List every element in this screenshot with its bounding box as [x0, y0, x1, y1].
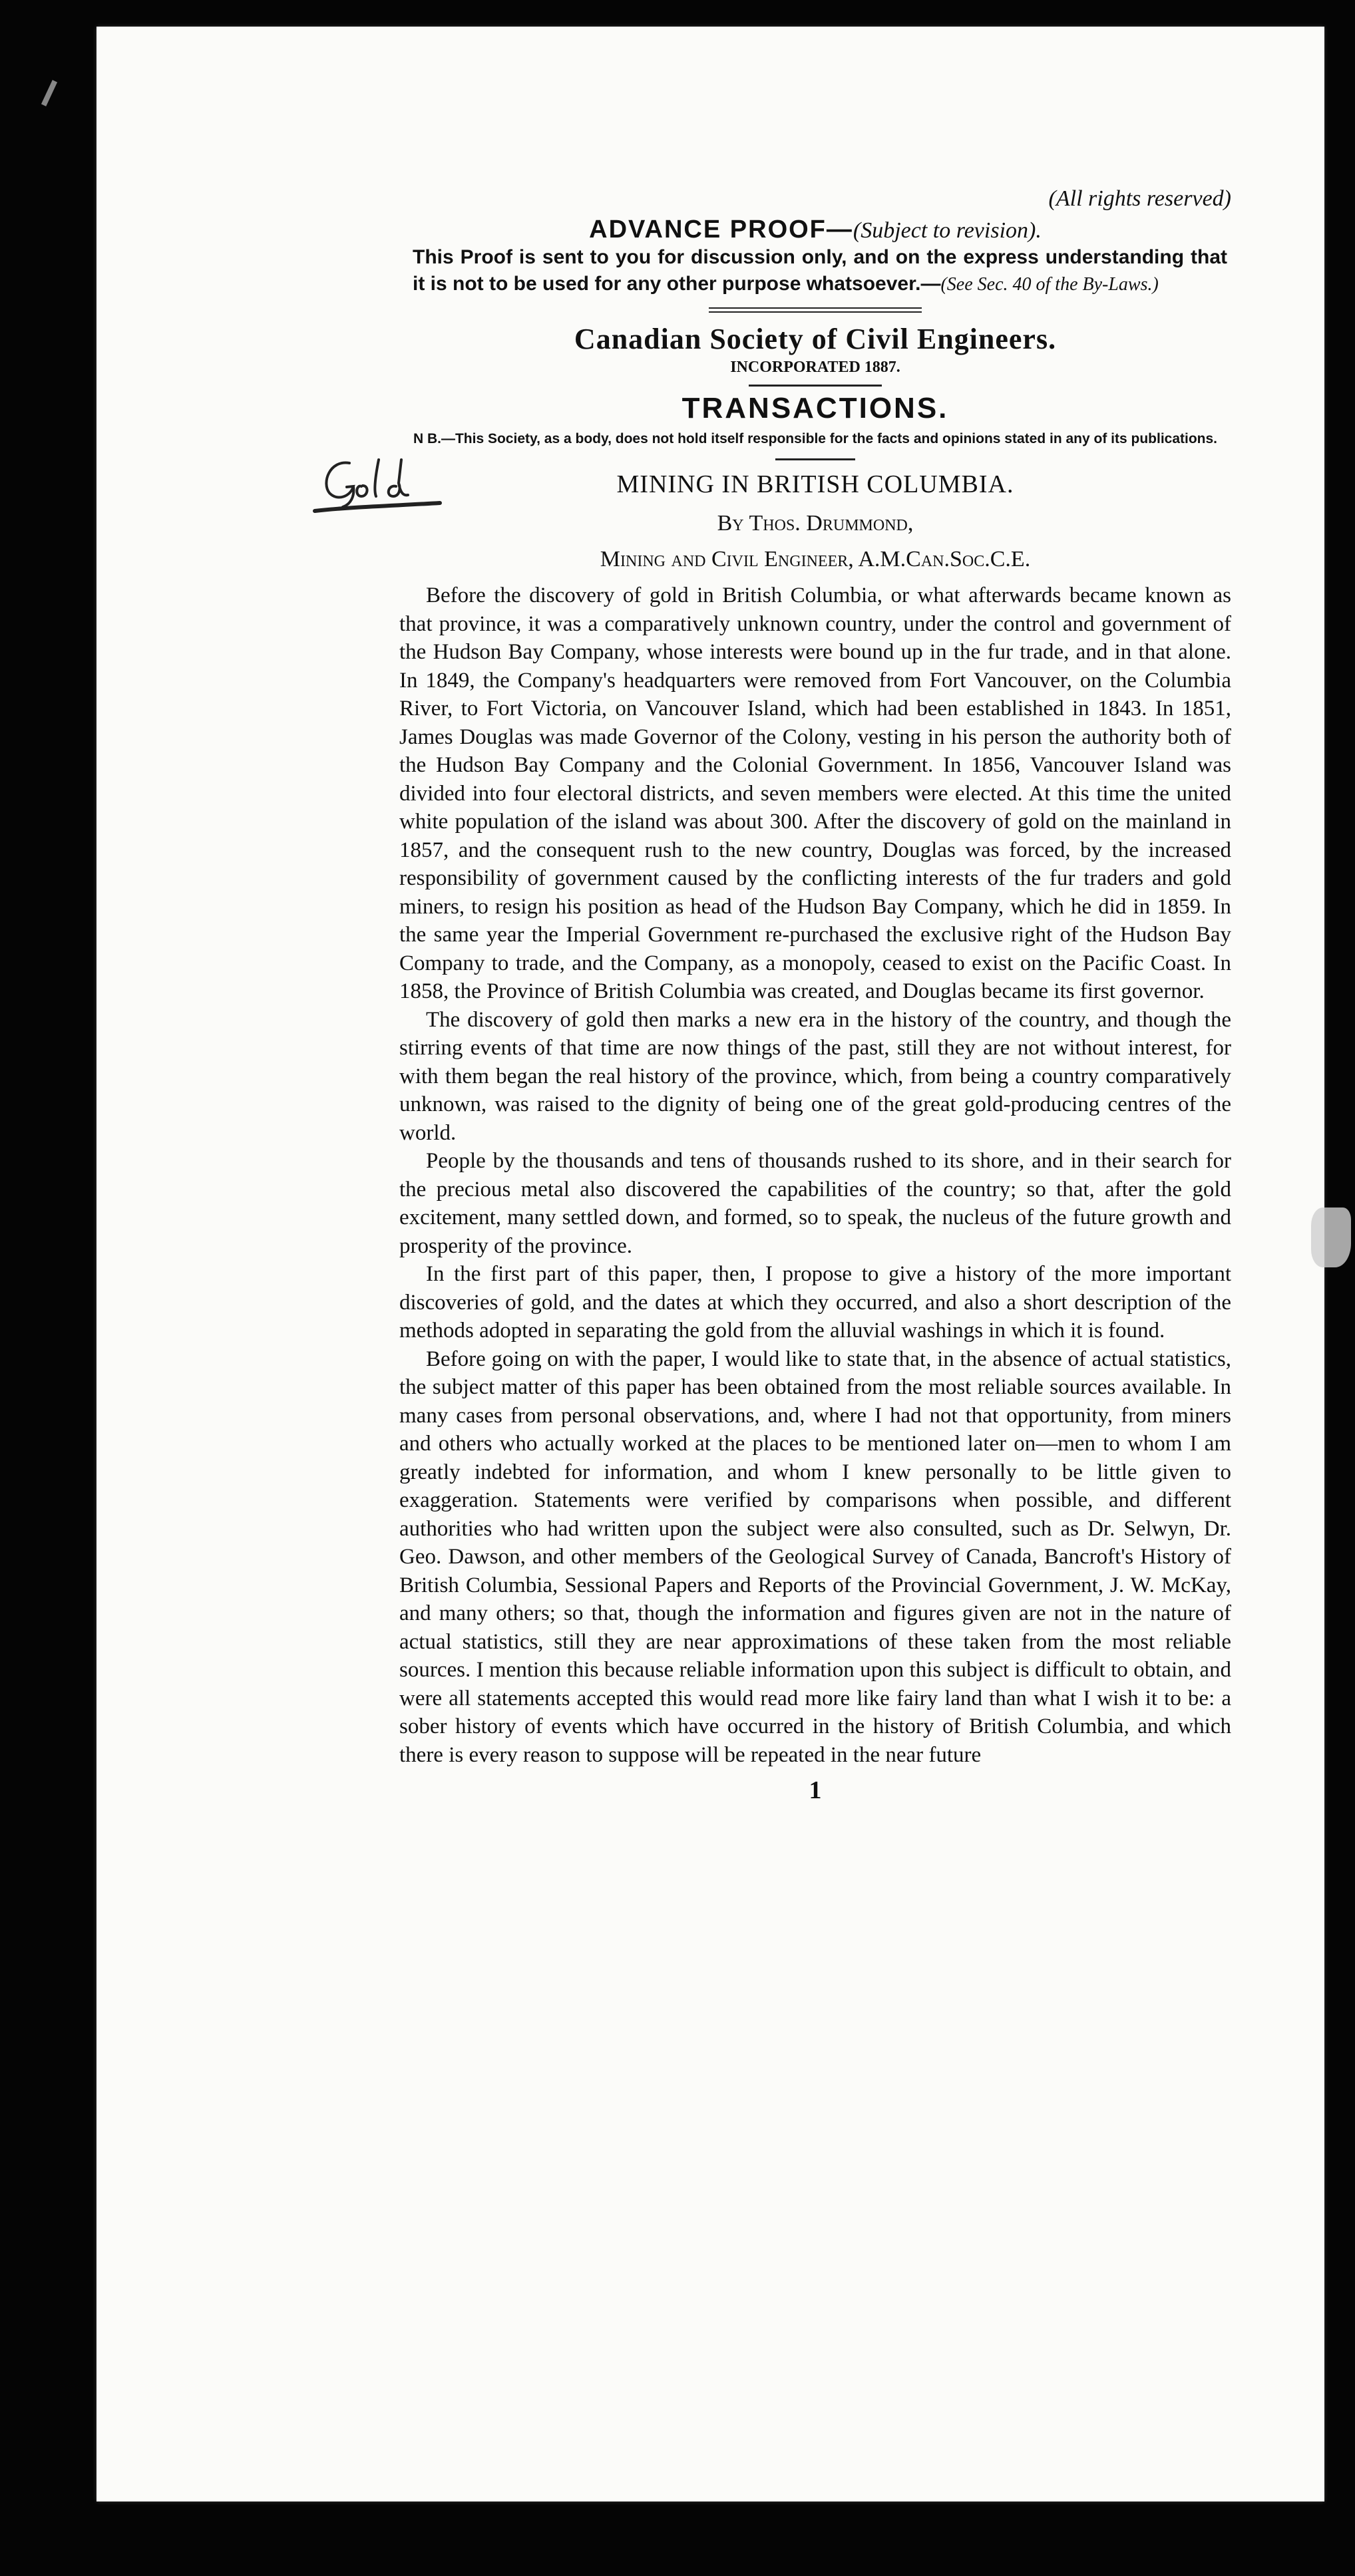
article-body: [399, 581, 1231, 1769]
author-credentials: Mining and Civil Engineer, A.M.Can.Soc.C.E.: [600, 547, 1031, 571]
page-content: [399, 186, 1231, 1805]
society-name: Canadian Society of Civil Engineers.: [574, 323, 1057, 355]
body-paragraph: In the first part of this paper, then, I propose to give a history of the more important discoveries of gold, and the dates at which they occurred, and also a short description of the methods adopted in separating the gold from the alluvial washings in which it is found.: [399, 1262, 1231, 1343]
proof-notice-text: This Proof is sent to you for discussion only, and on the express understanding that it is not to be used for any other purpose whatsoever.—: [413, 246, 1227, 295]
advance-proof-subtitle: (Subject to revision).: [853, 218, 1042, 243]
scan-edge-mark: [41, 80, 57, 106]
bylaw-reference: (See Sec. 40 of the By-Laws.): [940, 274, 1159, 295]
divider-rule: [749, 385, 882, 387]
body-paragraph: People by the thousands and tens of thousands rushed to its shore, and in their search for the precious metal also discovered the capabilities of the country; so that, after the gold excitement, many settled down, and formed, so to speak, the nucleus of the future growth and prosperity of the province.: [399, 1149, 1231, 1258]
body-paragraph: Before the discovery of gold in British Columbia, or what afterwards became known as that province, it was a comparatively unknown country, under the control and government of the Hudson Bay Company, whose interests were bound up in the fur trade, and in that alone. In 1849, the Company's headquarters were removed from Fort Vancouver, on the Columbia River, to Fort Victoria, on Vancouver Island, which had been established in 1843. In 1851, James Douglas was made Governor of the Colony, vesting in his person the authority both of the Hudson Bay Company and the Colonial Government. In 1856, Vancouver Island was divided into four electoral districts, and seven members were elected. At this time the united white population of the island was about 300. After the discovery of gold on the mainland in 1857, and the consequent rush to the new country, Douglas was forced, by the increased responsibility of government caused by the conflicting interests of the fur traders and gold miners, to resign his position as head of the Hudson Bay Company, which he did in 1859. In the same year the Imperial Government re-purchased the exclusive right of the Hudson Bay Company to trade, and the Company, as a monopoly, ceased to exist on the Pacific Coast. In 1858, the Province of British Columbia was created, and Douglas became its first governor.: [399, 583, 1231, 1003]
nb-disclaimer: N B.—This Society, as a body, does not hold itself responsible for the facts and opinions stated in any of its publications.: [413, 431, 1218, 446]
article-title: MINING IN BRITISH COLUMBIA.: [616, 470, 1014, 498]
incorporated-line: INCORPORATED 1887.: [730, 359, 900, 376]
body-paragraph: The discovery of gold then marks a new era in the history of the country, and though the stirring events of that time are now things of the past, still they are not without interest, for with them began the real history of the province, which, from being a country comparatively unknown, was raised to the dignity of being one of the great gold-producing centres of the world.: [399, 1007, 1231, 1145]
page-number: 1: [809, 1776, 822, 1804]
article-title-row: [399, 470, 1231, 499]
scan-tab-mark: [1311, 1208, 1351, 1267]
rights-notice: (All rights reserved): [1048, 186, 1231, 211]
divider-short-rule: [775, 458, 855, 460]
transactions-heading: TRANSACTIONS.: [681, 392, 949, 424]
article-byline: By Thos. Drummond,: [717, 511, 914, 536]
divider-double-rule: [709, 307, 922, 313]
handwritten-gold-annotation: [309, 450, 443, 523]
document-page: [97, 27, 1324, 2501]
proof-notice: [399, 244, 1231, 298]
body-paragraph: Before going on with the paper, I would like to state that, in the absence of actual statistics, the subject matter of this paper has been obtained from the most reliable sources available. In many cases from personal observations, and, where I had not that opportunity, from miners and others who actually worked at the places to be mentioned later on—men to whom I am greatly indebted for information, and whom I knew personally to be little given to exaggeration. Statements were verified by comparisons when possible, and different authorities who had written upon the subject were also consulted, such as Dr. Selwyn, Dr. Geo. Dawson, and other members of the Geological Survey of Canada, Bancroft's History of British Columbia, Sessional Papers and Reports of the Provincial Government, J. W. McKay, and many others; so that, though the information and figures given are not in the nature of actual statistics, still they are near approximations of these taken from the most reliable sources. I mention this because reliable information upon this subject is difficult to obtain, and were all statements accepted this would read more like fairy land than what I wish it to be: a sober history of events which have occurred in the history of British Columbia, and which there is every reason to suppose will be repeated in the near future: [399, 1347, 1231, 1767]
advance-proof-label: ADVANCE PROOF—: [589, 216, 853, 243]
advance-proof-heading: [399, 216, 1231, 244]
